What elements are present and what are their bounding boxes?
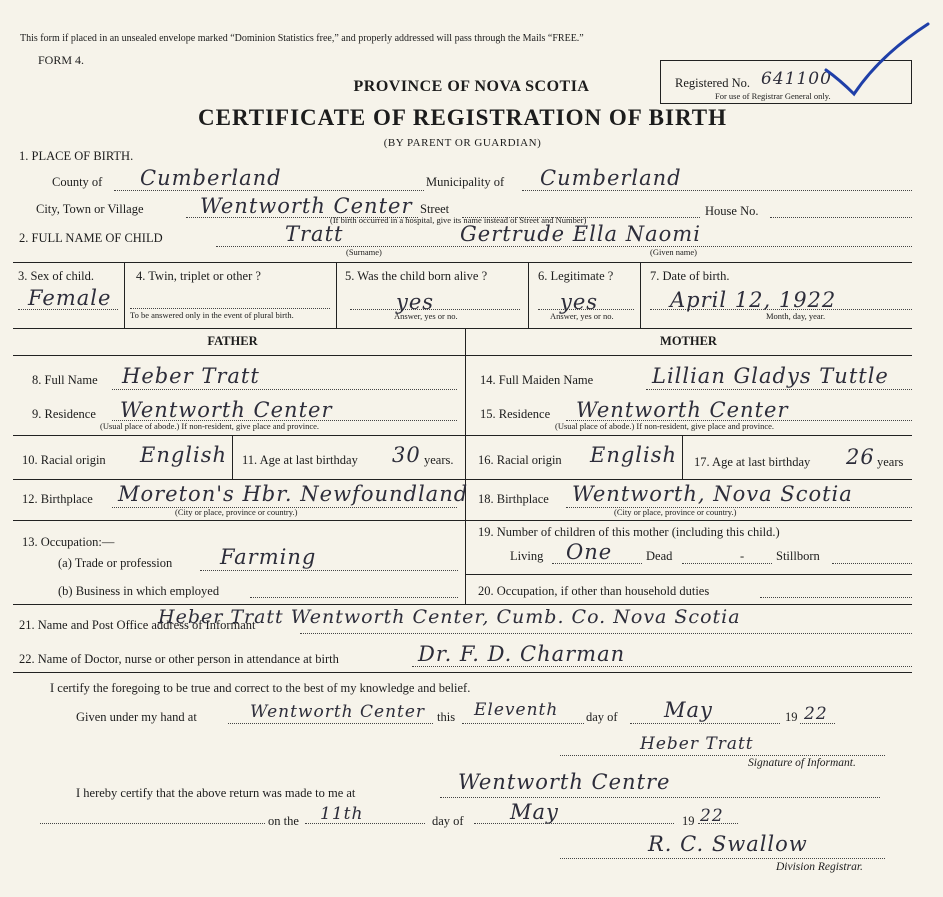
date-caption: Month, day, year. bbox=[766, 311, 826, 321]
father-birthplace-label: 12. Birthplace bbox=[22, 492, 93, 506]
this-label: this bbox=[437, 710, 456, 724]
legitimate-label: 6. Legitimate ? bbox=[538, 269, 614, 283]
child-surname: Tratt bbox=[285, 222, 344, 246]
city-value: Wentworth Center bbox=[200, 194, 413, 218]
mother-age-label: 17. Age at last birthday bbox=[694, 455, 811, 469]
registered-number: 641100 bbox=[761, 69, 832, 89]
mother-maiden-value: Lillian Gladys Tuttle bbox=[652, 364, 889, 388]
mother-dead-label: Dead bbox=[646, 549, 673, 563]
municipality-label: Municipality of bbox=[426, 175, 505, 189]
city-label: City, Town or Village bbox=[36, 202, 144, 216]
mother-occupation-label: 20. Occupation, if other than household duties bbox=[478, 584, 710, 598]
date-label: 7. Date of birth. bbox=[650, 269, 730, 283]
father-trade-label: (a) Trade or profession bbox=[58, 556, 173, 570]
given-day-of-label: day of bbox=[586, 710, 618, 724]
mother-residence-label: 15. Residence bbox=[480, 407, 551, 421]
informant-signature: Heber Tratt bbox=[640, 734, 754, 754]
sex-value: Female bbox=[28, 286, 112, 310]
mother-dead-value: - bbox=[740, 549, 745, 563]
father-racial-value: English bbox=[140, 443, 228, 467]
given-caption: (Given name) bbox=[650, 247, 697, 257]
mother-racial-label: 16. Racial origin bbox=[478, 453, 562, 467]
alive-caption: Answer, yes or no. bbox=[394, 311, 458, 321]
on-year-value: 22 bbox=[700, 806, 724, 826]
province-title: PROVINCE OF NOVA SCOTIA bbox=[353, 78, 590, 95]
form-number: FORM 4. bbox=[38, 53, 85, 67]
on-the-label: on the bbox=[268, 814, 299, 828]
mother-racial-value: English bbox=[590, 443, 678, 467]
alive-value: yes bbox=[396, 290, 435, 314]
county-value: Cumberland bbox=[140, 166, 282, 190]
on-day-value: 11th bbox=[320, 804, 364, 824]
given-month: May bbox=[664, 698, 713, 722]
given-day: Eleventh bbox=[474, 700, 559, 720]
father-birthplace-value: Moreton's Hbr. Newfoundland bbox=[118, 482, 469, 506]
twin-label: 4. Twin, triplet or other ? bbox=[136, 269, 261, 283]
surname-caption: (Surname) bbox=[346, 247, 382, 257]
father-header: FATHER bbox=[207, 334, 258, 348]
mother-birthplace-value: Wentworth, Nova Scotia bbox=[572, 482, 853, 506]
mother-maiden-label: 14. Full Maiden Name bbox=[480, 373, 594, 387]
father-birthplace-note: (City or place, province or country.) bbox=[175, 507, 298, 517]
return-label: I hereby certify that the above return was made to me at bbox=[76, 786, 356, 800]
mother-age-value: 26 bbox=[846, 445, 875, 469]
mother-birthplace-label: 18. Birthplace bbox=[478, 492, 549, 506]
mother-years-label: years bbox=[877, 455, 904, 469]
legitimate-caption: Answer, yes or no. bbox=[550, 311, 614, 321]
informant-value: Heber Tratt Wentworth Center, Cumb. Co. Nova Scotia bbox=[158, 606, 741, 628]
mother-living-value: One bbox=[566, 540, 613, 564]
sex-label: 3. Sex of child. bbox=[18, 269, 95, 283]
informant-label: 21. Name and Post Office address of Informant bbox=[19, 618, 256, 632]
mail-notice: This form if placed in an unsealed envelope marked “Dominion Statistics free,” and properly addressed will pass through the Mails “FREE.” bbox=[20, 33, 584, 44]
registered-label: Registered No. bbox=[675, 76, 750, 90]
mother-stillborn-label: Stillborn bbox=[776, 549, 820, 563]
father-years-label: years. bbox=[424, 453, 454, 467]
check-mark-icon bbox=[820, 20, 935, 110]
doctor-label: 22. Name of Doctor, nurse or other person in attendance at birth bbox=[19, 652, 339, 666]
place-of-birth-label: 1. PLACE OF BIRTH. bbox=[19, 149, 134, 163]
father-residence-note: (Usual place of abode.) If non-resident, give place and province. bbox=[100, 421, 320, 431]
child-given-name: Gertrude Ella Naomi bbox=[460, 222, 701, 246]
mother-children-label: 19. Number of children of this mother (including this child.) bbox=[478, 525, 780, 539]
on-day-of-label: day of bbox=[432, 814, 464, 828]
father-racial-label: 10. Racial origin bbox=[22, 453, 106, 467]
given-place: Wentworth Center bbox=[250, 702, 426, 722]
return-place: Wentworth Centre bbox=[458, 770, 671, 794]
father-residence-value: Wentworth Center bbox=[120, 398, 333, 422]
legitimate-value: yes bbox=[560, 290, 599, 314]
registrar-note: For use of Registrar General only. bbox=[715, 91, 831, 101]
given-year: 22 bbox=[804, 704, 828, 724]
hospital-note: (If birth occurred in a hospital, give its name instead of Street and Number) bbox=[330, 215, 587, 225]
informant-signature-caption: Signature of Informant. bbox=[748, 757, 856, 769]
registrar-signature: R. C. Swallow bbox=[648, 832, 808, 856]
father-trade-value: Farming bbox=[220, 545, 317, 569]
street-label: Street bbox=[420, 202, 450, 216]
registrar-caption: Division Registrar. bbox=[776, 861, 863, 873]
on-year-prefix: 19 bbox=[682, 814, 695, 828]
given-under-label: Given under my hand at bbox=[76, 710, 197, 724]
certificate-title: CERTIFICATE OF REGISTRATION OF BIRTH bbox=[198, 105, 727, 130]
given-year-prefix: 19 bbox=[785, 710, 798, 724]
father-residence-label: 9. Residence bbox=[32, 407, 96, 421]
father-name-label: 8. Full Name bbox=[32, 373, 98, 387]
certify-statement: I certify the foregoing to be true and correct to the best of my knowledge and belief. bbox=[50, 681, 471, 695]
father-occupation-label: 13. Occupation:— bbox=[22, 535, 115, 549]
certificate-subtitle: (BY PARENT OR GUARDIAN) bbox=[383, 137, 542, 149]
municipality-value: Cumberland bbox=[540, 166, 682, 190]
twin-note: To be answered only in the event of plural birth. bbox=[130, 310, 294, 320]
mother-header: MOTHER bbox=[660, 334, 717, 348]
county-label: County of bbox=[52, 175, 103, 189]
doctor-value: Dr. F. D. Charman bbox=[418, 642, 626, 666]
father-age-label: 11. Age at last birthday bbox=[242, 453, 358, 467]
father-business-label: (b) Business in which employed bbox=[58, 584, 220, 598]
mother-living-label: Living bbox=[510, 549, 544, 563]
alive-label: 5. Was the child born alive ? bbox=[345, 269, 488, 283]
mother-residence-value: Wentworth Center bbox=[576, 398, 789, 422]
father-age-value: 30 bbox=[392, 443, 421, 467]
mother-birthplace-note: (City or place, province or country.) bbox=[614, 507, 737, 517]
father-name-value: Heber Tratt bbox=[122, 364, 260, 388]
child-name-label: 2. FULL NAME OF CHILD bbox=[19, 231, 163, 245]
on-month-value: May bbox=[510, 800, 559, 824]
date-value: April 12, 1922 bbox=[670, 288, 837, 312]
mother-residence-note: (Usual place of abode.) If non-resident, give place and province. bbox=[555, 421, 775, 431]
house-label: House No. bbox=[705, 204, 759, 218]
